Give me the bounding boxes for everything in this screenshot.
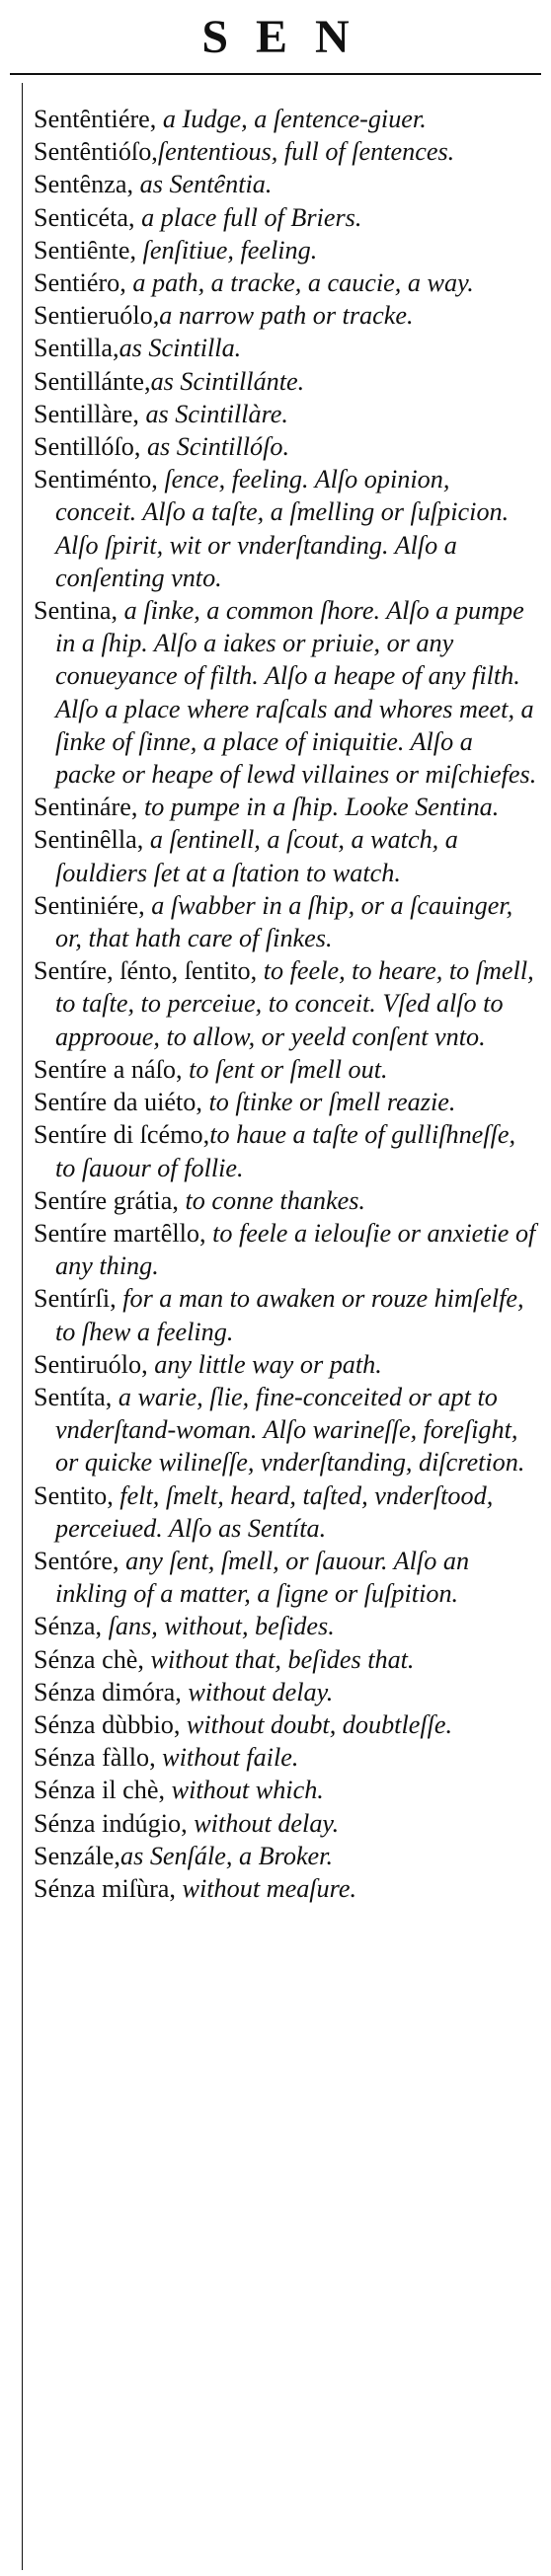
dictionary-entry <box>34 365 537 398</box>
dictionary-entry <box>34 299 537 332</box>
entry-definition: as Scintillánte. <box>150 366 305 396</box>
entry-headword: Sentinȇlla, <box>34 825 144 855</box>
dictionary-entry <box>34 398 537 430</box>
dictionary-entry <box>34 103 537 135</box>
page-title: SEN <box>201 11 377 63</box>
entry-definition: ſence, feeling. Alſo opinion, conceit. Alſo a taſte, a ſmelling or ſuſpicion. Alſo ſpirit, wit or vnderſtanding. Alſo a conſenting vnto. <box>55 465 510 592</box>
entry-headword: Sénza, <box>34 1612 103 1641</box>
entry-definition: as Senſále, a Broker. <box>119 1841 334 1870</box>
entry-headword: Sénza dùbbio, <box>34 1709 181 1739</box>
entry-definition: felt, ſmelt, heard, taſted, vnderſtood, perceiued. Alſo as Sentíta. <box>55 1480 494 1543</box>
page-header <box>0 0 551 77</box>
dictionary-entry <box>34 1086 537 1118</box>
entry-definition: without doubt, doubtleſſe. <box>180 1709 453 1739</box>
entry-definition: to ſent or ſmell out. <box>182 1054 388 1084</box>
entry-headword: Sentito, <box>34 1480 114 1510</box>
entry-headword: Senticéta, <box>34 202 135 232</box>
entry-definition: as Scintillàre. <box>138 399 288 428</box>
dictionary-entry <box>34 1676 537 1708</box>
dictionary-entry <box>34 1807 537 1840</box>
dictionary-entry <box>34 234 537 266</box>
dictionary-entry <box>34 1381 537 1479</box>
entry-definition: ſenſitiue, feeling. <box>136 235 318 265</box>
dictionary-entry <box>34 594 537 791</box>
entry-definition: a ſinke, a common ſhore. Alſo a pumpe in a ſhip. Alſo a iakes or priuie, or any conueyance of filth. Alſo a heape of any filth. Alſo a place where raſcals and whores meet, a ſinke of ſinne, a place of iniquitie. Alſo a packe or heape of lewd villaines or miſchiefes. <box>55 596 537 790</box>
entry-definition: to feele, to heare, to ſmell, to taſte, to perceiue, to conceit. Vſed alſo to approoue, to allow, or yeeld conſent vnto. <box>55 956 534 1051</box>
entry-headword: Sentóre, <box>34 1546 119 1575</box>
entry-headword: Sentináre, <box>34 793 138 822</box>
entry-definition: without delay. <box>181 1677 334 1706</box>
dictionary-entry <box>34 1872 537 1905</box>
entry-definition: without that, beſides that. <box>143 1644 415 1674</box>
entry-headword: Sentíre da uiéto, <box>34 1088 202 1117</box>
entry-headword: Sentíre di ſcémo, <box>34 1120 210 1150</box>
entry-headword: Senzále, <box>34 1841 120 1870</box>
entry-headword: Sentiniére, <box>34 890 145 920</box>
dictionary-entry <box>34 1610 537 1642</box>
dictionary-entry <box>34 430 537 463</box>
entry-headword: Sénza indúgio, <box>34 1808 188 1838</box>
entry-headword: Sentiȇnte, <box>34 235 136 265</box>
entry-definition: for a man to awaken or rouze himſelfe, to ſhew a feeling. <box>55 1284 524 1346</box>
entry-headword: Sénza dimóra, <box>34 1677 182 1706</box>
entry-headword: Sentina, <box>34 596 118 626</box>
dictionary-entry <box>34 135 537 168</box>
dictionary-entry <box>34 1741 537 1774</box>
dictionary-entry <box>34 791 537 823</box>
dictionary-entry <box>34 1217 537 1282</box>
dictionary-entry <box>34 1282 537 1347</box>
entry-headword: Sentíre, ſénto, ſentito, <box>34 956 258 986</box>
entry-definition: a warie, ſlie, fine-conceited or apt to vnderſtand-woman. Alſo warineſſe, foreſight, or quicke wilineſſe, vnderſtanding, diſcretion. <box>55 1382 525 1477</box>
entry-definition: a path, a tracke, a caucie, a way. <box>125 268 474 298</box>
column-rule <box>22 83 23 2570</box>
dictionary-entry <box>34 954 537 1053</box>
entry-headword: Sénza il chè, <box>34 1776 166 1805</box>
entry-definition: a ſentinell, a ſcout, a watch, a ſouldiers ſet at a ſtation to watch. <box>55 825 458 887</box>
entry-definition: to pumpe in a ſhip. Looke Sentina. <box>137 793 500 822</box>
entry-headword: Sentilla, <box>34 334 119 363</box>
entry-definition: ſans, without, beſides. <box>102 1612 335 1641</box>
entry-headword: Sentȇntióſo, <box>34 137 158 167</box>
dictionary-entry <box>34 1774 537 1806</box>
entry-definition: any ſent, ſmell, or ſauour. Alſo an inkling of a matter, a ſigne or ſuſpition. <box>55 1546 470 1609</box>
entry-definition: to haue a taſte of gulliſhneſſe, to ſauour of follie. <box>55 1120 516 1182</box>
entry-definition: without meaſure. <box>175 1873 357 1903</box>
header-rule <box>10 73 541 75</box>
entry-definition: without delay. <box>187 1808 340 1838</box>
dictionary-entries <box>34 103 537 1905</box>
entry-headword: Sentiruólo, <box>34 1349 148 1379</box>
dictionary-entry <box>34 168 537 200</box>
entry-definition: a Iudge, a ſentence-giuer. <box>156 105 427 133</box>
entry-definition: as Scintillóſo. <box>140 432 289 462</box>
entry-definition: any little way or path. <box>147 1349 382 1379</box>
entry-headword: Sentillàre, <box>34 399 139 428</box>
entry-definition: ſententious, full of ſentences. <box>157 137 455 167</box>
entry-headword: Sentírſi, <box>34 1284 117 1314</box>
dictionary-entry <box>34 463 537 594</box>
dictionary-entry <box>34 889 537 954</box>
entry-definition: to conne thankes. <box>178 1185 365 1215</box>
entry-definition: to ſtinke or ſmell reazie. <box>201 1088 456 1117</box>
entry-headword: Sentíre grátia, <box>34 1185 179 1215</box>
dictionary-entry <box>34 823 537 888</box>
dictionary-entry <box>34 1545 537 1610</box>
entry-definition: as Sentȇntia. <box>133 170 273 199</box>
entry-headword: Sénza fàllo, <box>34 1743 156 1773</box>
entry-headword: Sentȇntiére, <box>34 105 157 133</box>
dictionary-entry <box>34 1053 537 1086</box>
dictionary-entry <box>34 1348 537 1381</box>
entry-headword: Sentíta, <box>34 1382 113 1411</box>
entry-headword: Sentíre martȇllo, <box>34 1218 206 1248</box>
entry-definition: a place full of Briers. <box>134 202 362 232</box>
entry-definition: a ſwabber in a ſhip, or a ſcauinger, or, that hath care of ſinkes. <box>55 890 513 953</box>
entry-headword: Sentiménto, <box>34 465 158 494</box>
entry-definition: to feele a ielouſie or anxietie of any thing. <box>55 1218 536 1281</box>
dictionary-entry <box>34 266 537 299</box>
entry-definition: without which. <box>165 1776 324 1805</box>
entry-headword: Sénza chè, <box>34 1644 144 1674</box>
dictionary-entry <box>34 1118 537 1183</box>
dictionary-entry <box>34 332 537 364</box>
entry-headword: Sentieruólo, <box>34 301 160 331</box>
entry-headword: Sénza miſùra, <box>34 1873 176 1903</box>
dictionary-entry <box>34 1643 537 1676</box>
entry-headword: Sentiéro, <box>34 268 126 298</box>
entry-definition: as Scintilla. <box>118 334 242 363</box>
entry-headword: Sentíre a náſo, <box>34 1054 183 1084</box>
entry-definition: a narrow path or tracke. <box>159 301 414 331</box>
entry-definition: without faile. <box>155 1743 299 1773</box>
dictionary-entry <box>34 201 537 234</box>
entry-headword: Sentȇnza, <box>34 170 134 199</box>
dictionary-entry <box>34 1708 537 1741</box>
dictionary-entry <box>34 1840 537 1872</box>
dictionary-entry <box>34 1479 537 1545</box>
dictionary-entry <box>34 1184 537 1217</box>
entry-headword: Sentillóſo, <box>34 432 141 462</box>
entry-headword: Sentillánte, <box>34 366 151 396</box>
